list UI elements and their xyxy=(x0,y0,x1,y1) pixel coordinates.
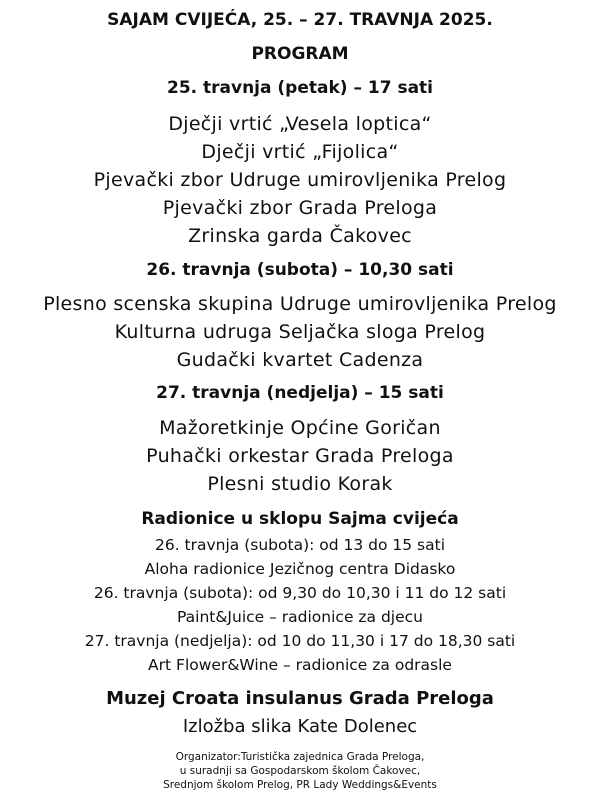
day-3-item: Plesni studio Korak xyxy=(207,473,393,495)
workshop-line: 26. travnja (subota): od 13 do 15 sati xyxy=(154,536,446,554)
day-3-item: Mažoretkinje Općine Goričan xyxy=(159,417,441,439)
program-heading: PROGRAM xyxy=(251,44,349,64)
day-3-item: Puhački orkestar Grada Preloga xyxy=(146,445,454,467)
day-1-item: Dječji vrtić „Vesela loptica“ xyxy=(168,113,432,135)
day-1-item: Dječji vrtić „Fijolica“ xyxy=(201,141,399,163)
museum-exhibition: Izložba slika Kate Dolenec xyxy=(182,716,418,737)
workshop-line: 27. travnja (nedjelja): od 10 do 11,30 i 17 do 18,30 sati xyxy=(84,632,516,650)
day-1-item: Zrinska garda Čakovec xyxy=(188,225,412,247)
day-2-item: Plesno scenska skupina Udruge umirovljenika Prelog xyxy=(43,293,557,315)
workshop-line: 26. travnja (subota): od 9,30 do 10,30 i 11 do 12 sati xyxy=(93,584,507,602)
day-1-heading: 25. travnja (petak) – 17 sati xyxy=(166,78,433,98)
museum-heading: Muzej Croata insulanus Grada Preloga xyxy=(106,688,494,709)
day-3-heading: 27. travnja (nedjelja) – 15 sati xyxy=(156,383,444,403)
day-1-item: Pjevački zbor Grada Preloga xyxy=(162,197,438,219)
workshop-line: Paint&Juice – radionice za djecu xyxy=(176,608,423,626)
day-1-item: Pjevački zbor Udruge umirovljenika Prelog xyxy=(93,169,507,191)
day-2-item: Gudački kvartet Cadenza xyxy=(176,349,424,371)
organizer-line: u suradnji sa Gospodarskom školom Čakovec, xyxy=(179,765,421,777)
organizer-line: Srednjom školom Prelog, PR Lady Weddings&Events xyxy=(163,779,437,791)
organizer-line: Organizator:Turistička zajednica Grada Preloga, xyxy=(175,751,425,763)
day-2-heading: 26. travnja (subota) – 10,30 sati xyxy=(146,260,454,280)
workshop-line: Art Flower&Wine – radionice za odrasle xyxy=(148,656,452,674)
workshops-heading: Radionice u sklopu Sajma cvijeća xyxy=(141,509,459,529)
fair-title: SAJAM CVIJEĆA, 25. – 27. TRAVNJA 2025. xyxy=(107,10,493,30)
workshop-line: Aloha radionice Jezičnog centra Didasko xyxy=(144,560,456,578)
day-2-item: Kulturna udruga Seljačka sloga Prelog xyxy=(114,321,486,343)
